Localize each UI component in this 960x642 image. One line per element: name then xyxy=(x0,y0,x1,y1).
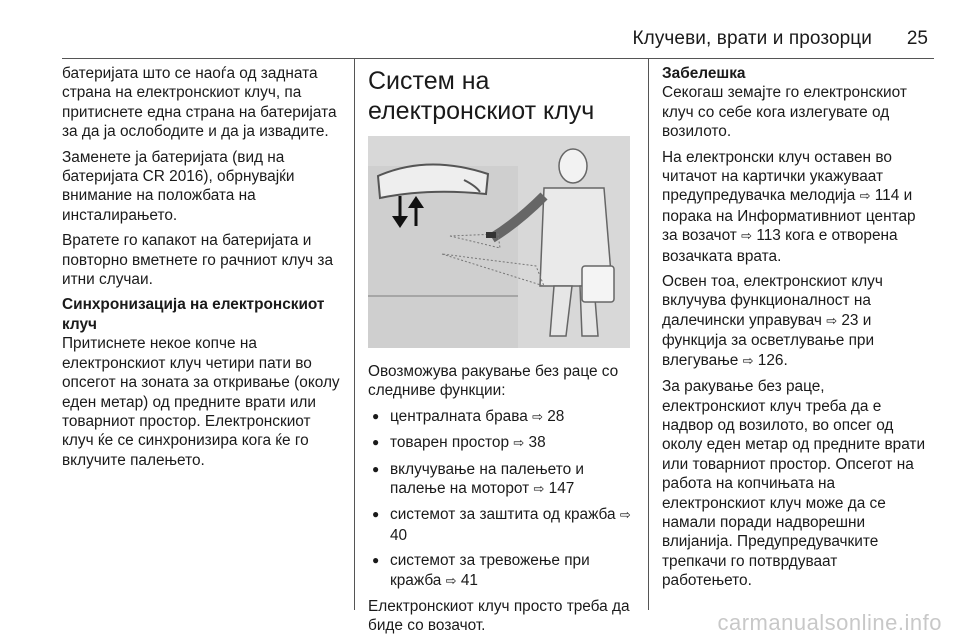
note-paragraph: На електронски клуч оставен во читачот на картички укажуваат предупредувачка мелодија ⇨ 114 и порака на Информативниот центар за возачот ⇨ 113 кога е отворена возачката врата. xyxy=(662,148,916,265)
paragraph: Заменете ја батеријата (вид на батеријата CR 2016), обрнувајќи внимание на положбата на инсталирањето. xyxy=(62,148,295,224)
page-ref[interactable]: 41 xyxy=(460,571,478,589)
paragraph: Освен тоа, електронскиот клуч вклучува функционалност на далечински управувач ⇨ 23 и функција за осветлување при влегување ⇨ 126. xyxy=(662,273,883,369)
keyless-entry-illustration xyxy=(368,136,630,348)
section-title: Клучеви, врати и прозорци xyxy=(632,28,872,49)
page-ref[interactable]: 113 xyxy=(756,227,781,245)
feature-list xyxy=(368,407,636,591)
page-ref[interactable]: 23 xyxy=(841,311,859,329)
list-item: ● вклучување на палењето и палење на моторот ⇨ 147 xyxy=(368,460,636,500)
column-1 xyxy=(62,64,344,476)
page-ref[interactable]: 38 xyxy=(528,434,546,452)
column-divider-2 xyxy=(648,58,649,610)
paragraph: батеријата што се наоѓа од задната страна на електронскиот клуч, па притиснете една страна на батеријата за да ја ослободите и да ја извадите. xyxy=(62,65,337,141)
page-number: 25 xyxy=(906,28,928,49)
paragraph: Притиснете некое копче на електронскиот клуч четири пати во опсегот на зоната за откривање (околу еден метар) од предните врати или товарниот простор. Електронскиот клуч ќе се синхронизира кога ќе го вклучите палењето. xyxy=(62,335,340,469)
column-2 xyxy=(368,64,636,642)
watermark: carmanualsonline.info xyxy=(717,610,942,635)
sub-heading: Синхронизација на електронскиот клуч xyxy=(62,296,325,333)
ref-arrow-icon: ⇨ xyxy=(533,482,545,498)
ref-arrow-icon: ⇨ xyxy=(513,436,525,452)
list-item: ● централната брава ⇨ 28 xyxy=(368,407,636,427)
intro-text: Овозможува ракување без раце со следниве функции: xyxy=(368,363,619,400)
ref-arrow-icon: ⇨ xyxy=(742,353,754,369)
note-paragraph: Секогаш земајте го електронскиот клуч со себе кога излегувате од возилото. xyxy=(662,84,907,141)
section-heading: Систем на електронскиот клуч xyxy=(368,67,595,125)
page-ref[interactable]: 126 xyxy=(757,351,784,369)
column-divider-1 xyxy=(354,58,355,610)
column-3 xyxy=(662,64,928,597)
list-item: ● системот за тревожење при кражба ⇨ 41 xyxy=(368,551,636,591)
ref-arrow-icon: ⇨ xyxy=(826,313,838,329)
ref-arrow-icon: ⇨ xyxy=(532,409,543,425)
page-ref[interactable]: 40 xyxy=(390,526,408,544)
page-ref[interactable]: 114 xyxy=(874,187,900,205)
note-heading: Забелешка xyxy=(662,65,746,82)
ref-arrow-icon: ⇨ xyxy=(619,508,631,524)
ref-arrow-icon: ⇨ xyxy=(445,573,457,589)
ref-arrow-icon: ⇨ xyxy=(859,189,871,205)
ref-arrow-icon: ⇨ xyxy=(741,229,753,245)
paragraph: Вратете го капакот на батеријата и повторно вметнете го рачниот клуч за итни случаи. xyxy=(62,232,334,289)
header-rule xyxy=(62,58,934,59)
page-ref[interactable]: 28 xyxy=(547,407,565,425)
list-item: ● системот за заштита од кражба ⇨ 40 xyxy=(368,505,636,545)
list-item: ● товарен простор ⇨ 38 xyxy=(368,433,636,453)
illustration xyxy=(368,136,630,348)
paragraph: Електронскиот клуч просто треба да биде со возачот. xyxy=(368,598,630,635)
paragraph: За ракување без раце, електронскиот клуч треба да е надвор од возилото, во опсег од околу еден метар од предните врати или товарниот простор. Опсегот на работа на копчињата на електронскиот клуч може да се намали поради надворешни влијанија. Предупредувачките трепкачи го потврдуваат работењето. xyxy=(662,378,926,590)
page-ref[interactable]: 147 xyxy=(548,480,575,498)
page-header xyxy=(0,28,928,52)
